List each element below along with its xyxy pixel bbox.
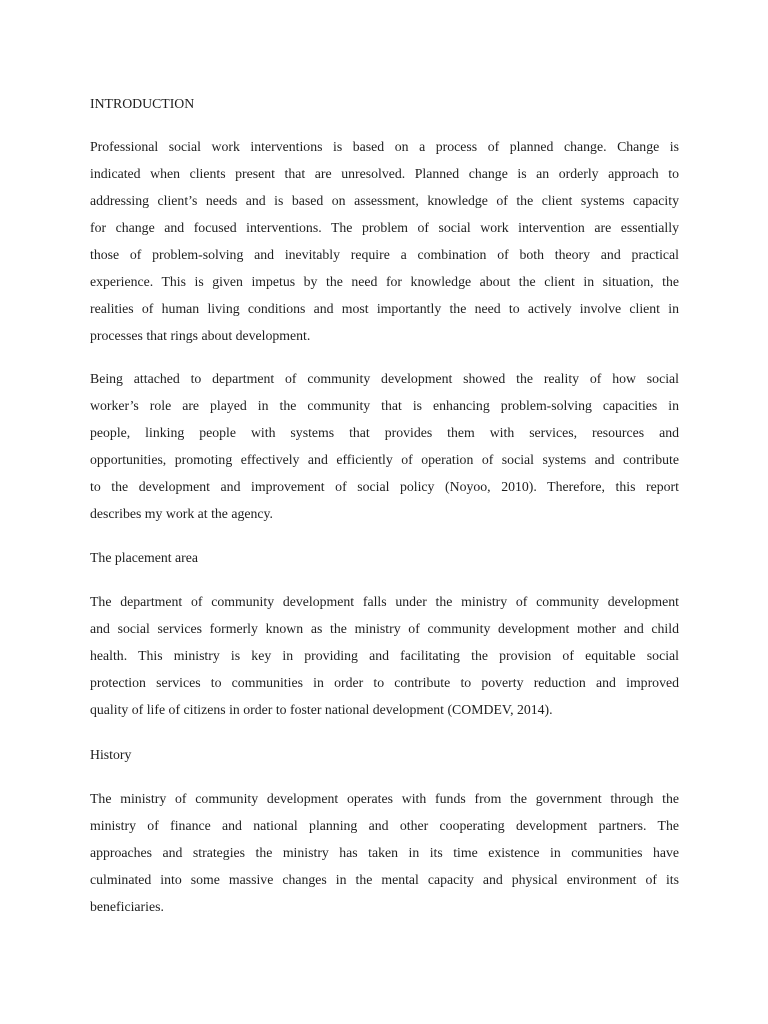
paragraph-line: health. This ministry is key in providing and facilitating the provision of equitable social [90,648,679,663]
paragraph-line: for change and focused interventions. The problem of social work intervention are essentially [90,220,679,235]
paragraph-line: Being attached to department of community development showed the reality of how social [90,371,679,386]
paragraph-line: people, linking people with systems that provides them with services, resources and [90,425,679,440]
section-heading-placement-area: The placement area [90,550,199,565]
paragraph-line: describes my work at the agency. [90,506,273,521]
paragraph-line: The ministry of community development operates with funds from the government through the [90,791,679,806]
attachment-paragraph [90,365,679,527]
paragraph-line: and social services formerly known as the ministry of community development mother and child [90,621,679,636]
history-paragraph [90,785,679,920]
paragraph-line: processes that rings about development. [90,328,311,343]
section-title-introduction: INTRODUCTION [90,96,195,111]
paragraph-line: beneficiaries. [90,899,164,914]
paragraph-line: addressing client’s needs and is based on assessment, knowledge of the client systems capacity [90,193,679,208]
paragraph-line: experience. This is given impetus by the need for knowledge about the client in situation, the [90,274,679,289]
paragraph-line: indicated when clients present that are unresolved. Planned change is an orderly approach to [90,166,679,181]
placement-paragraph [90,588,679,723]
paragraph-line: The department of community development falls under the ministry of community development [90,594,679,609]
paragraph-line: realities of human living conditions and most importantly the need to actively involve client in [90,301,679,316]
paragraph-line: culminated into some massive changes in the mental capacity and physical environment of its [90,872,679,887]
paragraph-line: quality of life of citizens in order to foster national development (COMDEV, 2014). [90,702,553,717]
intro-paragraph [90,133,679,349]
paragraph-line: ministry of finance and national planning and other cooperating development partners. The [90,818,679,833]
paragraph-line: to the development and improvement of social policy (Noyoo, 2010). Therefore, this report [90,479,679,494]
paragraph-line: protection services to communities in order to contribute to poverty reduction and improved [90,675,679,690]
paragraph-line: worker’s role are played in the community that is enhancing problem-solving capacities in [90,398,679,413]
paragraph-line: opportunities, promoting effectively and efficiently of operation of social systems and contribute [90,452,679,467]
paragraph-line: approaches and strategies the ministry has taken in its time existence in communities have [90,845,679,860]
paragraph-line: Professional social work interventions is based on a process of planned change. Change is [90,139,679,154]
section-heading-history: History [90,747,132,762]
paragraph-line: those of problem-solving and inevitably require a combination of both theory and practical [90,247,679,262]
